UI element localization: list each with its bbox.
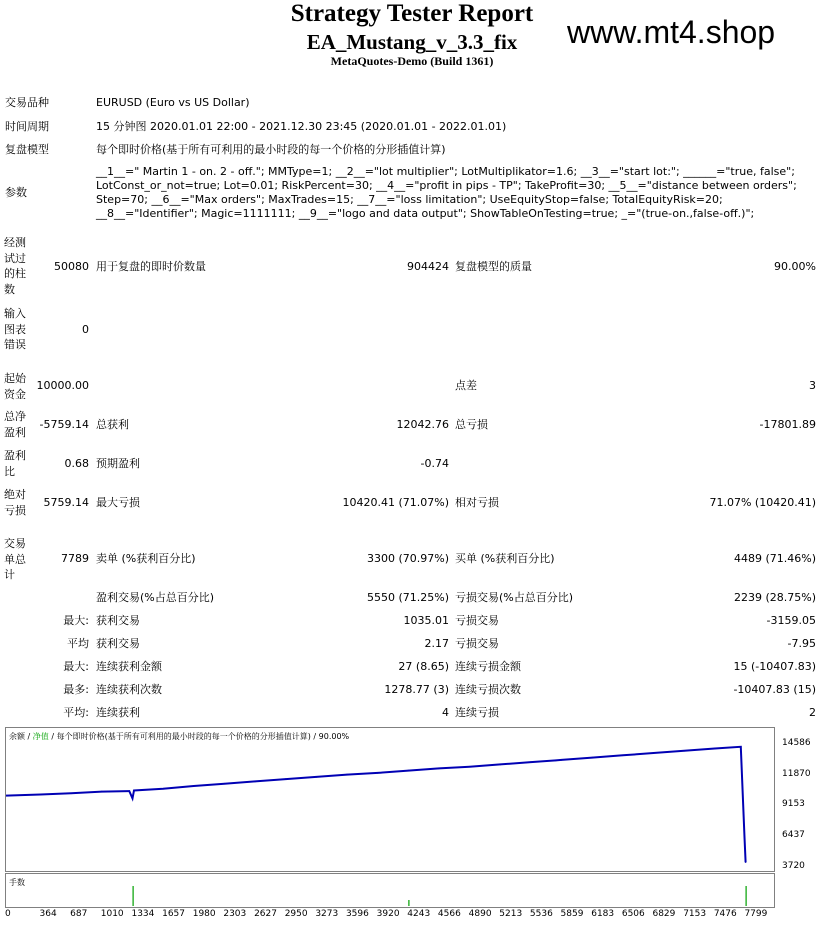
volume-label: 手数 bbox=[9, 878, 25, 887]
balance-point bbox=[740, 746, 742, 748]
balance-point bbox=[193, 785, 195, 787]
net-value: -5759.14 bbox=[39, 418, 89, 431]
balance-point bbox=[561, 759, 563, 761]
most-cons-loss-label: 连续亏损次数 bbox=[455, 683, 521, 696]
avg-profit-value: 2.17 bbox=[424, 637, 449, 650]
balance-point bbox=[224, 783, 226, 785]
largest-prefix: 最大: bbox=[63, 614, 89, 627]
errors-label: 输入图表错误 bbox=[4, 307, 26, 351]
short-label: 卖单 (%获利百分比) bbox=[96, 552, 196, 565]
chart-legend bbox=[9, 731, 349, 742]
balance-point bbox=[744, 836, 746, 838]
max-cons-wins-value: 27 (8.65) bbox=[398, 660, 449, 673]
short-value: 3300 (70.97%) bbox=[366, 552, 449, 565]
deposit-value: 10000.00 bbox=[36, 379, 89, 392]
avg-loss-value: -7.95 bbox=[787, 637, 816, 650]
most-cons-profit-label: 连续获利次数 bbox=[96, 683, 162, 696]
balance-point bbox=[254, 781, 256, 783]
pf-value: 0.68 bbox=[64, 457, 89, 470]
trades-value: 7789 bbox=[61, 552, 89, 565]
expected-value: -0.74 bbox=[420, 457, 449, 470]
spread-value: 3 bbox=[809, 379, 816, 392]
volume-bar bbox=[746, 886, 747, 906]
ea-name: EA_Mustang_v_3.3_fix bbox=[306, 30, 518, 54]
deposit-label: 起始资金 bbox=[4, 372, 26, 401]
most-cons-profit-value: 1278.77 (3) bbox=[384, 683, 449, 696]
gross-profit-label: 总获利 bbox=[96, 418, 129, 431]
profit-trades-value: 5550 (71.25%) bbox=[366, 591, 449, 604]
x-tick-label: 3273 bbox=[315, 909, 339, 919]
balance-point bbox=[500, 764, 502, 766]
balance-chart bbox=[5, 727, 775, 872]
most-cons-loss-value: -10407.83 (15) bbox=[733, 683, 816, 696]
x-tick-label: 2627 bbox=[254, 909, 277, 919]
avg-cons-losses-label: 连续亏损 bbox=[455, 706, 499, 719]
legend-equity: 净值 bbox=[32, 732, 49, 741]
balance-point bbox=[530, 761, 532, 763]
rel-dd-value: 71.07% (10420.41) bbox=[709, 496, 816, 509]
x-tick-label: 1334 bbox=[131, 909, 155, 919]
x-tick-label: 1980 bbox=[192, 909, 216, 919]
model-value: 每个即时价格(基于所有可利用的最小时段的每一个价格的分形插值计算) bbox=[96, 143, 446, 156]
balance-point bbox=[377, 772, 379, 774]
volume-bar bbox=[133, 886, 134, 906]
x-tick-label: 3920 bbox=[376, 909, 400, 919]
long-label: 买单 (%获利百分比) bbox=[455, 552, 555, 565]
long-value: 4489 (71.46%) bbox=[733, 552, 816, 565]
balance-point bbox=[683, 750, 685, 752]
y-tick-label: 14586 bbox=[782, 737, 811, 748]
errors-value: 0 bbox=[82, 323, 89, 336]
avg-profit-label: 获利交易 bbox=[96, 637, 140, 650]
legend-quality: 90.00% bbox=[318, 732, 350, 741]
max-cons-losses-label: 连续亏损金额 bbox=[455, 660, 521, 673]
avg-cons-prefix: 平均: bbox=[63, 706, 89, 719]
build-info: MetaQuotes-Demo (Build 1361) bbox=[330, 54, 494, 68]
abs-dd-value: 5759.14 bbox=[43, 496, 89, 509]
largest-loss-value: -3159.05 bbox=[766, 614, 816, 627]
spread-label: 点差 bbox=[455, 379, 477, 392]
x-tick-label: 6506 bbox=[621, 909, 645, 919]
x-tick-label: 7799 bbox=[744, 909, 768, 919]
model-label: 复盘模型 bbox=[5, 143, 49, 156]
y-tick-label: 6437 bbox=[782, 830, 805, 841]
net-label: 总净盈利 bbox=[4, 410, 26, 439]
max-dd-value: 10420.41 (71.07%) bbox=[342, 496, 449, 509]
x-tick-label: 2303 bbox=[223, 909, 247, 919]
x-tick-label: 5859 bbox=[560, 909, 584, 919]
avg-cons-losses-value: 2 bbox=[809, 706, 816, 719]
balance-point bbox=[469, 766, 471, 768]
x-tick-label: 1657 bbox=[162, 909, 185, 919]
largest-profit-label: 获利交易 bbox=[96, 614, 140, 627]
balance-point bbox=[555, 760, 557, 762]
period-label: 时间周期 bbox=[5, 120, 49, 133]
x-tick-label: 6829 bbox=[652, 909, 676, 919]
balance-point bbox=[438, 768, 440, 770]
balance-point bbox=[40, 794, 42, 796]
params-label: 参数 bbox=[5, 186, 27, 199]
gross-profit-value: 12042.76 bbox=[396, 418, 449, 431]
balance-point bbox=[653, 752, 655, 754]
balance-point bbox=[622, 755, 624, 757]
x-tick-label: 4566 bbox=[437, 909, 461, 919]
quality-value: 90.00% bbox=[774, 260, 816, 273]
x-tick-label: 2950 bbox=[284, 909, 308, 919]
average-prefix: 平均 bbox=[67, 637, 89, 650]
x-tick-label: 1010 bbox=[100, 909, 124, 919]
x-tick-label: 5213 bbox=[499, 909, 523, 919]
legend-sep-2: / bbox=[51, 732, 55, 741]
period-value: 15 分钟图 2020.01.01 22:00 - 2021.12.30 23:45 (2020.01.01 - 2022.01.01) bbox=[96, 120, 507, 133]
x-tick-label: 6183 bbox=[591, 909, 615, 919]
y-tick-label: 3720 bbox=[782, 861, 805, 871]
balance-point bbox=[316, 776, 318, 778]
x-tick-label: 0 bbox=[5, 909, 11, 919]
legend-model: 每个即时价格(基于所有可利用的最小时段的每一个价格的分形插值计算) bbox=[56, 732, 311, 741]
rel-dd-label: 相对亏损 bbox=[455, 496, 499, 509]
trades-label: 交易单总计 bbox=[4, 537, 26, 581]
params-value: __1__=" Martin 1 - on. 2 - off."; MMType=1; __2__="lot multiplier"; LotMultiplikator=1.6; __3__="start lot:"; ______="true, false"; LotConst_or_not=true; Lot=0.01; RiskPercent=30; __4__="profit in pips - TP"; TakeProfit=30; __5__="distance between orders"; Step=70; __6__="Max orders"; MaxTrades=15; __7__="loss limitation"; UseEquityStop=false; TotalEquityRisk=20; __8__="Identifier"; Magic=1111111; __9__="logo and data output"; ShowTableOnTesting=true; _="(true-on.,false-off.)"; bbox=[96, 165, 797, 220]
watermark: www.mt4.shop bbox=[567, 14, 776, 50]
x-tick-label: 4890 bbox=[468, 909, 492, 919]
avg-cons-wins-label: 连续获利 bbox=[96, 706, 140, 719]
balance-point bbox=[285, 778, 287, 780]
balance-point bbox=[408, 770, 410, 772]
largest-loss-label: 亏损交易 bbox=[455, 614, 499, 627]
expected-label: 预期盈利 bbox=[96, 457, 140, 470]
balance-point bbox=[133, 790, 135, 792]
gross-loss-value: -17801.89 bbox=[759, 418, 816, 431]
max-prefix: 最大: bbox=[63, 660, 89, 673]
balance-point bbox=[132, 798, 134, 800]
volume-bar bbox=[408, 900, 409, 906]
bars-label: 经测试过的柱数 bbox=[4, 236, 26, 296]
avg-loss-label: 亏损交易 bbox=[455, 637, 499, 650]
x-tick-label: 364 bbox=[39, 909, 57, 919]
balance-point bbox=[346, 774, 348, 776]
largest-profit-value: 1035.01 bbox=[403, 614, 449, 627]
symbol-value: EURUSD (Euro vs US Dollar) bbox=[96, 96, 250, 109]
quality-label: 复盘模型的质量 bbox=[455, 260, 532, 273]
gross-loss-label: 总亏损 bbox=[455, 418, 488, 431]
loss-trades-label: 亏损交易(%占总百分比) bbox=[455, 591, 574, 604]
y-tick-label: 9153 bbox=[782, 799, 805, 810]
max-cons-losses-value: 15 (-10407.83) bbox=[733, 660, 816, 673]
balance-point bbox=[745, 861, 747, 863]
balance-point bbox=[162, 788, 164, 790]
volume-chart-svg bbox=[6, 874, 774, 907]
symbol-label: 交易品种 bbox=[5, 96, 49, 109]
loss-trades-value: 2239 (28.75%) bbox=[733, 591, 816, 604]
report-title: Strategy Tester Report bbox=[290, 0, 534, 27]
balance-chart-svg bbox=[6, 728, 774, 871]
x-tick-label: 7476 bbox=[713, 909, 737, 919]
legend-balance: 余额 bbox=[9, 732, 25, 741]
balance-point bbox=[101, 791, 103, 793]
pf-label: 盈利比 bbox=[4, 449, 26, 478]
profit-trades-label: 盈利交易(%占总百分比) bbox=[96, 591, 215, 604]
x-tick-label: 5536 bbox=[529, 909, 553, 919]
volume-chart bbox=[5, 873, 775, 908]
max-dd-label: 最大亏损 bbox=[96, 496, 140, 509]
balance-point bbox=[70, 793, 72, 795]
balance-point bbox=[129, 790, 131, 792]
legend-sep-3: / bbox=[313, 732, 317, 741]
x-tick-label: 7153 bbox=[683, 909, 707, 919]
bars-value: 50080 bbox=[54, 260, 89, 273]
x-tick-label: 3596 bbox=[345, 909, 369, 919]
balance-point bbox=[591, 757, 593, 759]
x-tick-label: 687 bbox=[70, 909, 88, 919]
balance-line bbox=[6, 747, 746, 862]
avg-cons-wins-value: 4 bbox=[442, 706, 449, 719]
y-tick-label: 11870 bbox=[782, 768, 811, 779]
balance-point bbox=[714, 748, 716, 750]
max-cons-wins-label: 连续获利金额 bbox=[96, 660, 162, 673]
ticks-label: 用于复盘的即时价数量 bbox=[96, 260, 206, 273]
legend-sep-1: / bbox=[27, 732, 31, 741]
most-prefix: 最多: bbox=[63, 683, 89, 696]
ticks-value: 904424 bbox=[407, 260, 449, 273]
x-tick-label: 4243 bbox=[407, 909, 431, 919]
abs-dd-label: 绝对亏损 bbox=[4, 488, 26, 517]
